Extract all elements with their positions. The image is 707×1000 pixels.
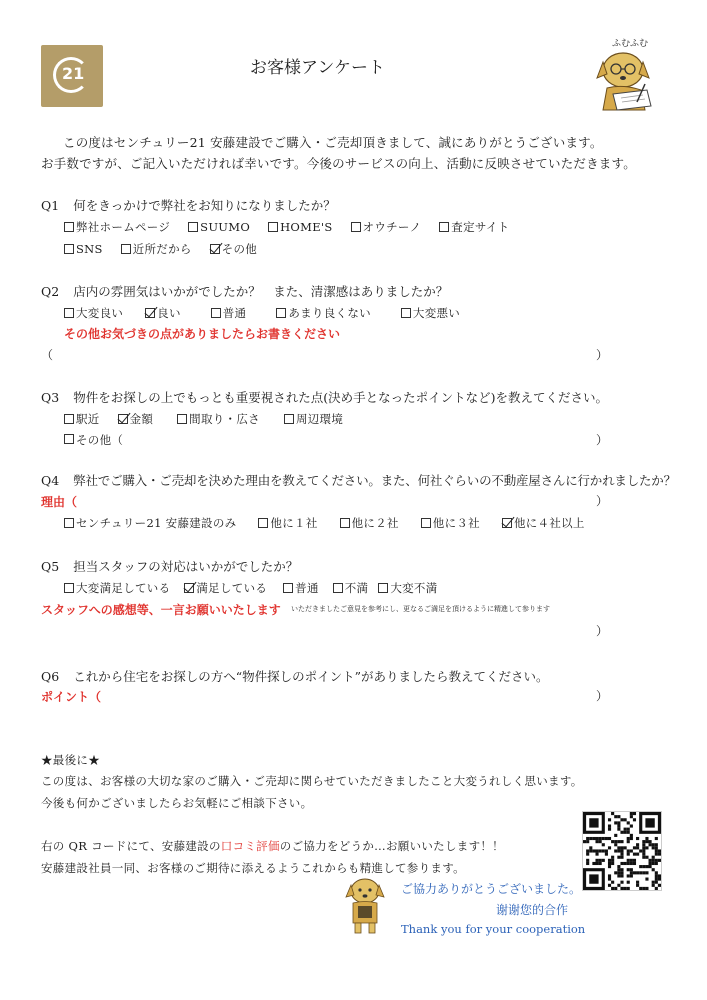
intro-line-1: この度はセンチュリー21 安藤建設でご購入・ご売却頂きまして、誠にありがとうございます。 <box>63 135 603 150</box>
q1-label: Q1 <box>41 198 60 213</box>
q4-reason-field[interactable] <box>90 492 590 508</box>
q4-text: 弊社でご購入・ご売却を決めた理由を教えてください。また、何社ぐらいの不動産屋さんに行かれましたか？ <box>73 473 676 488</box>
century21-logo <box>41 45 103 107</box>
checkbox-checked[interactable] <box>145 308 155 318</box>
q4-reason-label: 理由（ <box>41 495 78 509</box>
q5-option[interactable]: 満足している <box>184 580 267 596</box>
qr-code-icon[interactable] <box>582 811 662 891</box>
review-highlight: 口コミ評価 <box>220 839 280 853</box>
q3-option[interactable]: 周辺環境 <box>284 411 343 427</box>
q6-point-field[interactable] <box>104 687 590 703</box>
q2-option[interactable]: 普通 <box>211 305 247 321</box>
checkbox[interactable] <box>439 222 449 232</box>
q2-option[interactable]: 大変良い <box>64 305 123 321</box>
q1-option[interactable]: その他 <box>210 241 257 257</box>
q2-options <box>64 305 474 321</box>
checkbox[interactable] <box>351 222 361 232</box>
q3-option[interactable]: 駅近 <box>64 411 100 427</box>
q6-text: これから住宅をお探しの方へ“物件探しのポイント”がありましたら教えてください。 <box>73 669 549 684</box>
q6-question <box>41 667 548 685</box>
q1-option[interactable]: 査定サイト <box>439 219 509 235</box>
q5-comment-note: いただきましたご意見を参考にし、更なるご満足を頂けるように精進して参ります <box>291 605 550 613</box>
q6-point-label: ポイント（ <box>41 690 102 704</box>
checkbox-checked[interactable] <box>502 518 512 528</box>
checkbox-checked[interactable] <box>210 244 220 254</box>
checkbox[interactable] <box>401 308 411 318</box>
checkbox[interactable] <box>421 518 431 528</box>
q4-question <box>41 471 676 489</box>
q5-option[interactable]: 大変満足している <box>64 580 170 596</box>
checkbox[interactable] <box>284 414 294 424</box>
q6-point-close: ） <box>596 689 609 703</box>
closing-line-1: この度は、お客様の大切な家のご購入・ご売却に関らせていただきましたこと大変うれしく思います。 <box>41 774 583 788</box>
checkbox[interactable] <box>340 518 350 528</box>
q5-text: 担当スタッフの対応はいかがでしたか？ <box>73 559 299 574</box>
q2-comment-field[interactable] <box>54 346 594 362</box>
checkbox-checked[interactable] <box>118 414 128 424</box>
q2-option[interactable]: 大変悪い <box>401 305 460 321</box>
checkbox[interactable] <box>268 222 278 232</box>
mascot-dog-icon <box>343 873 387 935</box>
q2-comment-close: ） <box>596 348 609 362</box>
q3-text: 物件をお探しの上でもっとも重要視された点(決め手となったポイントなど)を教えてください。 <box>73 390 608 405</box>
q5-question <box>41 557 298 575</box>
checkbox[interactable] <box>276 308 286 318</box>
mascot-dog-reading-icon <box>585 44 665 114</box>
q5-option[interactable]: 大変不満 <box>378 580 437 596</box>
q4-option[interactable]: 他に４社以上 <box>502 515 585 531</box>
q1-options-row1 <box>64 219 523 235</box>
q2-comment-open: （ <box>41 348 54 362</box>
q4-options <box>64 515 599 531</box>
page-title: お客様アンケート <box>250 58 385 78</box>
q1-option[interactable]: SNS <box>64 242 103 256</box>
thanks-japanese: ご協力ありがとうございました。 <box>401 882 582 896</box>
thanks-english: Thank you for your cooperation <box>401 922 586 936</box>
checkbox[interactable] <box>64 414 74 424</box>
q4-option[interactable]: 他に１社 <box>258 515 317 531</box>
q2-question <box>41 282 448 300</box>
q2-comment-prompt: その他お気づきの点がありましたらお書きください <box>64 327 341 341</box>
q4-label: Q4 <box>41 473 60 488</box>
q1-text: 何をきっかけで弊社をお知りになりましたか？ <box>73 198 336 213</box>
q2-label: Q2 <box>41 284 60 299</box>
q1-options-row2 <box>64 241 271 257</box>
q1-option[interactable]: オウチーノ <box>351 219 422 235</box>
q1-question <box>41 196 336 214</box>
q1-option[interactable]: HOME'S <box>268 220 332 234</box>
checkbox[interactable] <box>64 518 74 528</box>
q5-option[interactable]: 普通 <box>283 580 319 596</box>
q2-option[interactable]: 良い <box>145 305 181 321</box>
q5-label: Q5 <box>41 559 60 574</box>
checkbox[interactable] <box>283 583 293 593</box>
q4-reason-close: ） <box>596 494 609 508</box>
q4-option[interactable]: 他に３社 <box>421 515 480 531</box>
q5-option[interactable]: 不満 <box>333 580 369 596</box>
closing-line-2: 今後も何かございましたらお気軽にご相談下さい。 <box>41 796 313 810</box>
q6-label: Q6 <box>41 669 60 684</box>
checkbox[interactable] <box>211 308 221 318</box>
checkbox[interactable] <box>188 222 198 232</box>
checkbox[interactable] <box>333 583 343 593</box>
intro-line-2: お手数ですが、ご記入いただければ幸いです。今後のサービスの向上、活動に反映させていただきます。 <box>41 156 636 171</box>
q3-other-close: ） <box>596 433 609 447</box>
checkbox-checked[interactable] <box>184 583 194 593</box>
thanks-chinese: 谢谢您的合作 <box>496 903 569 917</box>
q1-option[interactable]: SUUMO <box>188 220 250 234</box>
qr-request-line: 右の QR コードにて、安藤建設の口コミ評価のご協力をどうか…お願いいたします！！ <box>41 839 504 853</box>
q2-text: 店内の雰囲気はいかがでしたか？ また、清潔感はありましたか？ <box>73 284 449 299</box>
checkbox[interactable] <box>64 222 74 232</box>
checkbox[interactable] <box>64 308 74 318</box>
q5-comment-prompt: スタッフへの感想等、一言お願いいたします <box>41 603 281 617</box>
q5-comment-field[interactable] <box>41 622 591 638</box>
q1-option[interactable]: 弊社ホームページ <box>64 219 170 235</box>
mascot-caption: ふむふむ <box>612 39 649 49</box>
closing-heading: ★最後に★ <box>41 753 100 767</box>
q3-option[interactable]: 金額 <box>118 411 154 427</box>
q1-option[interactable]: 近所だから <box>121 241 192 257</box>
checkbox[interactable] <box>258 518 268 528</box>
logo-text: 21 <box>62 64 85 83</box>
q3-other[interactable]: その他（ <box>64 432 123 448</box>
checkbox[interactable] <box>177 414 187 424</box>
q3-options <box>64 411 357 427</box>
q3-option[interactable]: 間取り・広さ <box>177 411 260 427</box>
checkbox[interactable] <box>64 244 74 254</box>
checkbox[interactable] <box>121 244 131 254</box>
checkbox[interactable] <box>378 583 388 593</box>
checkbox[interactable] <box>64 434 74 444</box>
q5-options <box>64 580 452 596</box>
q2-option[interactable]: あまり良くない <box>276 305 371 321</box>
q4-option[interactable]: 他に２社 <box>340 515 399 531</box>
staff-line: 安藤建設社員一同、お客様のご期待に添えるようこれからも精進して参ります。 <box>41 861 465 875</box>
q3-label: Q3 <box>41 390 60 405</box>
q5-comment-close: ） <box>596 624 609 638</box>
q3-question <box>41 388 608 406</box>
q4-option[interactable]: センチュリー21 安藤建設のみ <box>64 515 236 531</box>
checkbox[interactable] <box>64 583 74 593</box>
